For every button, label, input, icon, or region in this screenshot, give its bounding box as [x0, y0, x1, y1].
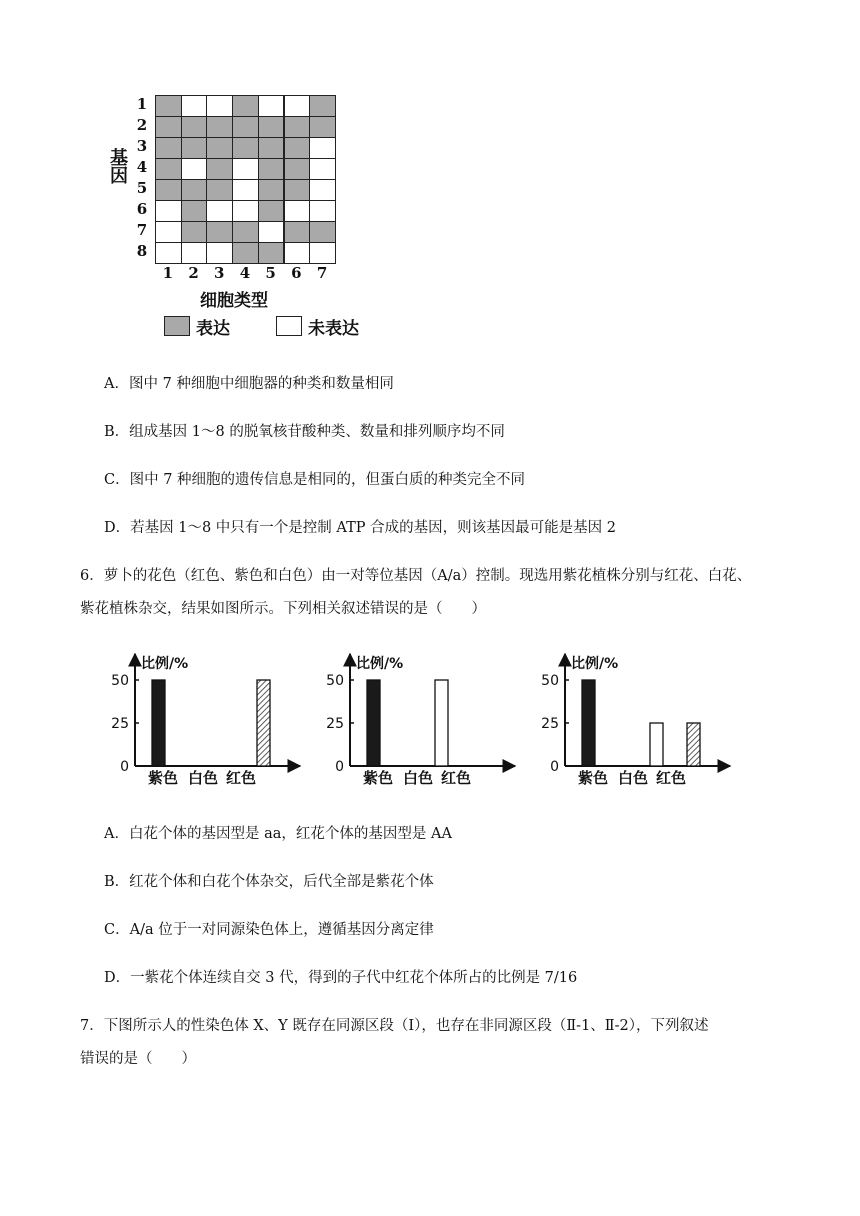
bar-红色: [257, 680, 270, 766]
heatmap-cell: [284, 158, 311, 180]
heatmap-column-label: 1: [162, 264, 174, 282]
heatmap-column-label: 4: [239, 264, 251, 282]
q5-option-a: A．图中 7 种细胞中细胞器的种类和数量相同: [104, 376, 394, 392]
heatmap-cell: [181, 221, 208, 243]
bar-chart-3: [541, 654, 730, 787]
heatmap-cell: [284, 221, 311, 243]
q6-option-a: A．白花个体的基因型是 aa，红花个体的基因型是 AA: [104, 826, 452, 842]
heatmap-row-label: 5: [136, 179, 148, 197]
heatmap-row-label: 4: [136, 158, 148, 176]
heatmap-cell: [258, 116, 285, 138]
heatmap-cell: [206, 200, 233, 222]
q6-stem-line2: 紫花植株杂交，结果如图所示。下列相关叙述错误的是（ ）: [80, 601, 486, 617]
bar-白色: [435, 680, 448, 766]
x-tick-label: 白色: [187, 769, 219, 787]
y-axis-label: 比例/%: [141, 656, 189, 672]
heatmap-row-label: 6: [136, 200, 148, 218]
legend-swatch-expressed: [164, 316, 190, 336]
heatmap-cell: [155, 200, 182, 222]
heatmap-row-label: 8: [136, 242, 148, 260]
heatmap-cell: [232, 179, 259, 201]
heatmap-column-label: 7: [316, 264, 328, 282]
q7-stem-line1: 7．下图所示人的性染色体 X、Y 既存在同源区段（Ⅰ），也存在非同源区段（Ⅱ-1、Ⅱ-2），下列叙述: [80, 1018, 709, 1034]
bar-紫色: [367, 680, 380, 766]
q6-stem-line1: 6．萝卜的花色（红色、紫色和白色）由一对等位基因（A/a）控制。现选用紫花植株分别与红花、白花、: [80, 568, 752, 584]
heatmap-cell: [258, 242, 285, 264]
heatmap-cell: [232, 137, 259, 159]
heatmap-cell: [232, 158, 259, 180]
bar-chart-2: [326, 654, 515, 787]
heatmap-cell: [309, 221, 336, 243]
heatmap-column-label: 5: [265, 264, 276, 282]
x-tick-label: 白色: [402, 769, 434, 787]
q6-option-d: D．一紫花个体连续自交 3 代，得到的子代中红花个体所占的比例是 7/16: [104, 970, 578, 986]
heatmap-cell: [284, 95, 311, 117]
heatmap-grid: [155, 95, 335, 263]
y-tick-label: 0: [550, 759, 559, 775]
y-tick-label: 25: [111, 716, 129, 732]
heatmap-column-label: 6: [291, 264, 302, 282]
heatmap-cell: [309, 179, 336, 201]
y-tick-label: 50: [541, 673, 559, 689]
heatmap-cell: [258, 221, 285, 243]
y-tick-label: 25: [541, 716, 559, 732]
y-tick-label: 0: [335, 759, 344, 775]
legend-swatch-not-expressed: [276, 316, 302, 336]
legend-label-expressed: 表达: [196, 319, 230, 339]
heatmap-cell: [309, 116, 336, 138]
heatmap-cell: [181, 179, 208, 201]
heatmap-cell: [155, 179, 182, 201]
heatmap-y-axis-label: 基因: [107, 148, 128, 184]
heatmap-cell: [206, 221, 233, 243]
heatmap-cell: [232, 221, 259, 243]
heatmap-cell: [258, 179, 285, 201]
x-tick-label: 白色: [617, 769, 649, 787]
heatmap-column-label: 3: [214, 264, 225, 282]
heatmap-cell: [155, 95, 182, 117]
x-tick-label: 红色: [440, 769, 472, 787]
heatmap-cell: [232, 95, 259, 117]
heatmap-cell: [309, 158, 336, 180]
heatmap-cell: [206, 179, 233, 201]
heatmap-cell: [206, 137, 233, 159]
heatmap-cell: [232, 200, 259, 222]
heatmap-cell: [181, 137, 208, 159]
heatmap-cell: [284, 242, 311, 264]
heatmap-cell: [258, 95, 285, 117]
heatmap-cell: [232, 116, 259, 138]
heatmap-cell: [181, 158, 208, 180]
heatmap-cell: [181, 116, 208, 138]
heatmap-cell: [155, 116, 182, 138]
x-tick-label: 红色: [655, 769, 687, 787]
heatmap-cell: [155, 221, 182, 243]
heatmap-cell: [206, 158, 233, 180]
heatmap-row-label: 2: [136, 116, 148, 134]
heatmap-cell: [258, 200, 285, 222]
heatmap-cell: [309, 242, 336, 264]
q5-option-d: D．若基因 1～8 中只有一个是控制 ATP 合成的基因，则该基因最可能是基因 2: [104, 520, 616, 536]
heatmap-cell: [206, 242, 233, 264]
q6-option-b: B．红花个体和白花个体杂交，后代全部是紫花个体: [104, 874, 434, 890]
heatmap-row-label: 3: [136, 137, 148, 155]
x-tick-label: 紫色: [147, 769, 179, 787]
gene-expression-figure: [100, 88, 400, 338]
heatmap-row-label: 7: [136, 221, 148, 239]
y-tick-label: 0: [120, 759, 129, 775]
heatmap-row-label: 1: [136, 95, 148, 113]
heatmap-cell: [232, 242, 259, 264]
bar-紫色: [582, 680, 595, 766]
heatmap-cell: [258, 137, 285, 159]
bar-红色: [687, 723, 700, 766]
y-axis-label: 比例/%: [571, 656, 619, 672]
legend-label-not-expressed: 未表达: [308, 319, 359, 339]
heatmap-cell: [206, 116, 233, 138]
heatmap-cell: [284, 116, 311, 138]
heatmap-cell: [155, 137, 182, 159]
y-axis-label: 比例/%: [356, 656, 404, 672]
bar-charts-figure: [100, 648, 800, 788]
bar-紫色: [152, 680, 165, 766]
bar-chart-1: [111, 654, 300, 787]
heatmap-cell: [309, 137, 336, 159]
y-tick-label: 50: [326, 673, 344, 689]
q5-option-c: C．图中 7 种细胞的遗传信息是相同的，但蛋白质的种类完全不同: [104, 472, 526, 488]
heatmap-cell: [155, 242, 182, 264]
heatmap-column-label: 2: [188, 264, 199, 282]
heatmap-cell: [258, 158, 285, 180]
heatmap-cell: [284, 179, 311, 201]
heatmap-cell: [284, 137, 311, 159]
q5-option-b: B．组成基因 1～8 的脱氧核苷酸种类、数量和排列顺序均不同: [104, 424, 505, 440]
y-tick-label: 25: [326, 716, 344, 732]
heatmap-x-axis-label: 细胞类型: [200, 291, 268, 311]
heatmap-cell: [206, 95, 233, 117]
bar-白色: [650, 723, 663, 766]
x-tick-label: 紫色: [362, 769, 394, 787]
heatmap-cell: [309, 200, 336, 222]
x-tick-label: 红色: [225, 769, 257, 787]
y-tick-label: 50: [111, 673, 129, 689]
heatmap-cell: [309, 95, 336, 117]
x-tick-label: 紫色: [577, 769, 609, 787]
q6-option-c: C．A/a 位于一对同源染色体上，遵循基因分离定律: [104, 922, 434, 938]
heatmap-cell: [181, 242, 208, 264]
heatmap-cell: [181, 95, 208, 117]
heatmap-cell: [155, 158, 182, 180]
heatmap-cell: [181, 200, 208, 222]
q7-stem-line2: 错误的是（ ）: [80, 1051, 196, 1067]
heatmap-cell: [284, 200, 311, 222]
